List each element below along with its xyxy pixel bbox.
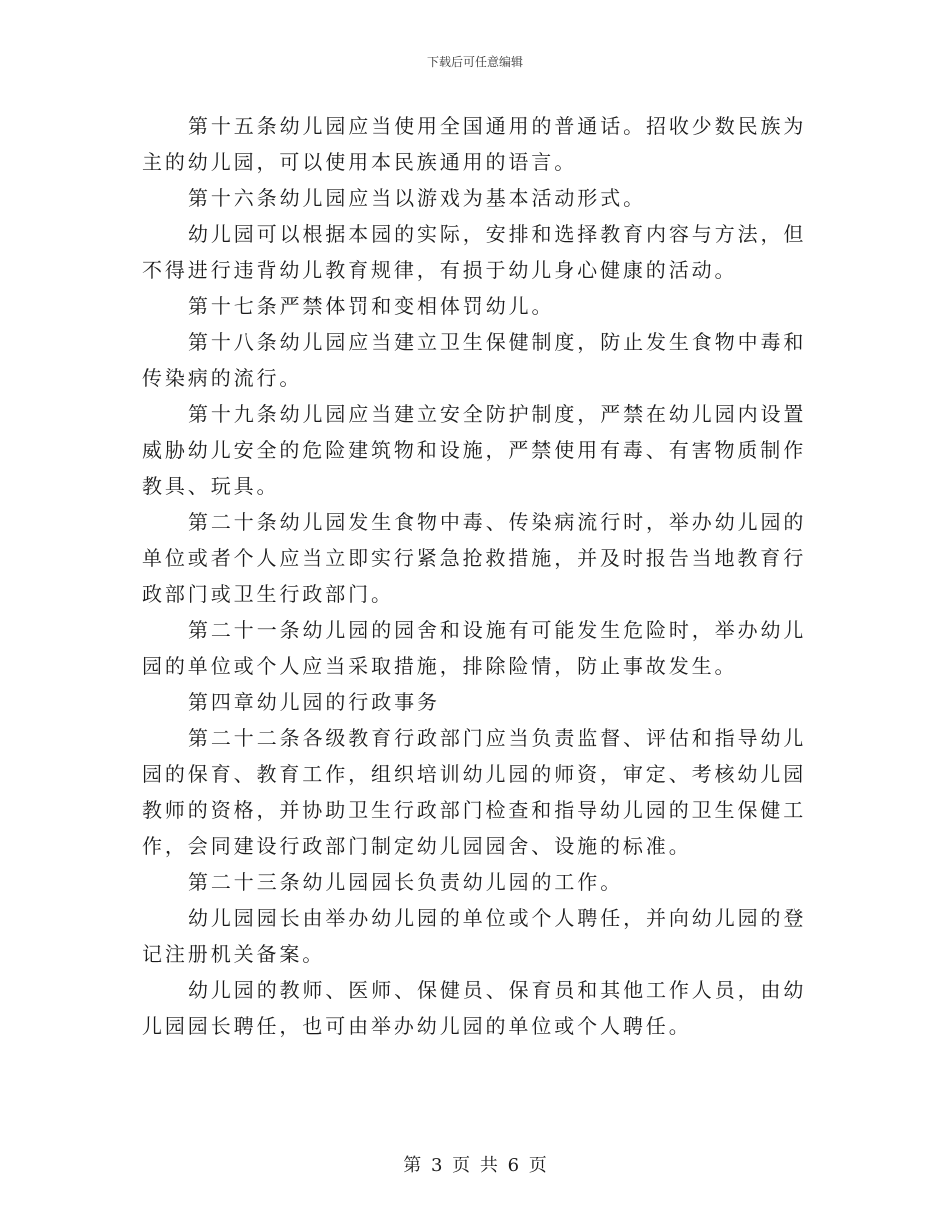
- chapter-heading-4: 第四章幼儿园的行政事务: [188, 690, 440, 714]
- paragraph-article-15: 第十五条幼儿园应当使用全国通用的普通话。招收少数民族为主的幼儿园，可以使用本民族通用的语言。: [142, 114, 807, 174]
- paragraph-article-20: 第二十条幼儿园发生食物中毒、传染病流行时，举办幼儿园的单位或者个人应当立即实行紧急抢救措施，并及时报告当地教育行政部门或卫生行政部门。: [142, 510, 807, 606]
- page-number-footer: 第 3 页 共 6 页: [403, 1155, 547, 1176]
- paragraph-article-21: 第二十一条幼儿园的园舍和设施有可能发生危险时，举办幼儿园的单位或个人应当采取措施，排除险情，防止事故发生。: [142, 618, 807, 678]
- paragraph-article-16-content: 幼儿园可以根据本园的实际，安排和选择教育内容与方法，但不得进行违背幼儿教育规律，有损于幼儿身心健康的活动。: [142, 222, 807, 282]
- header-note: 下载后可任意编辑: [426, 55, 523, 69]
- paragraph-article-23-director: 幼儿园园长由举办幼儿园的单位或个人聘任，并向幼儿园的登记注册机关备案。: [142, 906, 807, 966]
- paragraph-article-23-staff: 幼儿园的教师、医师、保健员、保育员和其他工作人员，由幼儿园园长聘任，也可由举办幼儿园的单位或个人聘任。: [142, 978, 807, 1038]
- paragraph-article-23: 第二十三条幼儿园园长负责幼儿园的工作。: [188, 870, 624, 894]
- document-body: [142, 108, 810, 1044]
- paragraph-article-17: 第十七条严禁体罚和变相体罚幼儿。: [188, 294, 555, 318]
- paragraph-article-18: 第十八条幼儿园应当建立卫生保健制度，防止发生食物中毒和传染病的流行。: [142, 330, 807, 390]
- paragraph-article-22: 第二十二条各级教育行政部门应当负责监督、评估和指导幼儿园的保育、教育工作，组织培训幼儿园的师资，审定、考核幼儿园教师的资格，并协助卫生行政部门检查和指导幼儿园的卫生保健工作，会同建设行政部门制定幼儿园园舍、设施的标准。: [142, 726, 807, 858]
- paragraph-article-19: 第十九条幼儿园应当建立安全防护制度，严禁在幼儿园内设置威胁幼儿安全的危险建筑物和设施，严禁使用有毒、有害物质制作教具、玩具。: [142, 402, 807, 498]
- paragraph-article-16: 第十六条幼儿园应当以游戏为基本活动形式。: [188, 186, 646, 210]
